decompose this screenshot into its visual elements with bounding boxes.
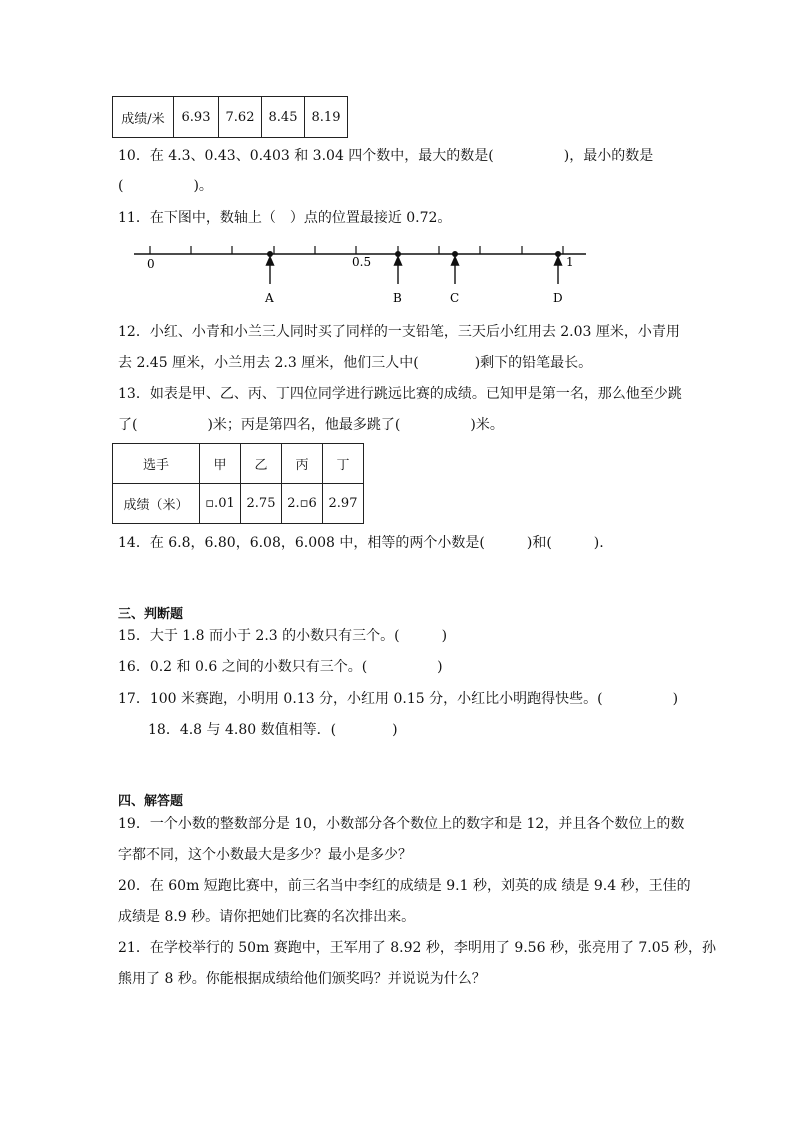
question-12-line2: 去 2.45 厘米，小兰用去 2.3 厘米，他们三人中( )剩下的铅笔最长。 <box>118 355 593 371</box>
question-15: 15．大于 1.8 而小于 2.3 的小数只有三个。( ) <box>118 628 448 644</box>
tick-label-zero: 0 <box>147 257 155 271</box>
table-cell: 2.97 <box>323 484 364 524</box>
section-3-title: 三、判断题 <box>118 607 184 622</box>
table-cell: 8.19 <box>305 97 348 138</box>
question-21-line1: 21．在学校举行的 50m 赛跑中，王军用了 8.92 秒，李明用了 9.56 秒，张亮用了 7.05 秒，孙 <box>118 940 717 956</box>
table-cell: 8.45 <box>262 97 305 138</box>
table-header-cell: 丙 <box>282 444 323 484</box>
table-header-cell: 选手 <box>113 444 200 484</box>
point-label-c: C <box>450 291 460 305</box>
question-20-line2: 成绩是 8.9 秒。请你把她们比赛的名次排出来。 <box>118 909 416 925</box>
table-cell: 2.▫6 <box>282 484 323 524</box>
section-4-title: 四、解答题 <box>118 794 184 809</box>
question-16: 16．0.2 和 0.6 之间的小数只有三个。( ) <box>118 659 443 675</box>
question-19-line1: 19．一个小数的整数部分是 10，小数部分各个数位上的数字和是 12，并且各个数位上的数 <box>118 816 685 832</box>
question-11: 11．在下图中，数轴上（ ）点的位置最接近 0.72。 <box>118 210 452 226</box>
tick-label-one: 1 <box>566 255 574 269</box>
table-cell: 6.93 <box>174 97 219 138</box>
long-jump-table <box>112 443 364 524</box>
question-18: 18．4.8 与 4.80 数值相等．( ) <box>148 722 398 738</box>
table-cell: 成绩（米） <box>113 484 200 524</box>
question-21-line2: 熊用了 8 秒。你能根据成绩给他们颁奖吗？并说说为什么？ <box>118 971 486 987</box>
question-12-line1: 12．小红、小青和小兰三人同时买了同样的一支铅笔，三天后小红用去 2.03 厘米，小青用 <box>118 324 680 340</box>
question-17: 17．100 米赛跑，小明用 0.13 分，小红用 0.15 分，小红比小明跑得快些。( ) <box>118 691 679 707</box>
tick-label-half: 0.5 <box>352 255 372 269</box>
question-13-line2: 了( )米；丙是第四名，他最多跳了( )米。 <box>118 417 504 433</box>
table-cell: 7.62 <box>219 97 262 138</box>
question-14: 14．在 6.8，6.80，6.08，6.008 中，相等的两个小数是( )和( ). <box>118 535 604 551</box>
question-13-line1: 13．如表是甲、乙、丙、丁四位同学进行跳远比赛的成绩。已知甲是第一名，那么他至少跳 <box>118 386 682 402</box>
point-label-d: D <box>553 291 563 305</box>
table-cell: 2.75 <box>241 484 282 524</box>
point-label-b: B <box>393 291 402 305</box>
question-10-line1: 10．在 4.3、0.43、0.403 和 3.04 四个数中，最大的数是( )，最小的数是 <box>118 148 654 164</box>
table-header-cell: 成绩/米 <box>113 97 174 138</box>
question-20-line1: 20．在 60m 短跑比赛中，前三名当中李红的成绩是 9.1 秒，刘英的成 绩是 9.4 秒，王佳的 <box>118 878 691 894</box>
number-line-diagram <box>130 240 600 312</box>
question-19-line2: 字都不同，这个小数最大是多少？最小是多少？ <box>118 847 412 863</box>
question-10-line2: ( )。 <box>118 178 213 194</box>
table-header-cell: 甲 <box>200 444 241 484</box>
table-header-cell: 乙 <box>241 444 282 484</box>
table-cell: ▫.01 <box>200 484 241 524</box>
table-header-cell: 丁 <box>323 444 364 484</box>
point-label-a: A <box>265 291 274 305</box>
top-score-table <box>112 96 348 138</box>
